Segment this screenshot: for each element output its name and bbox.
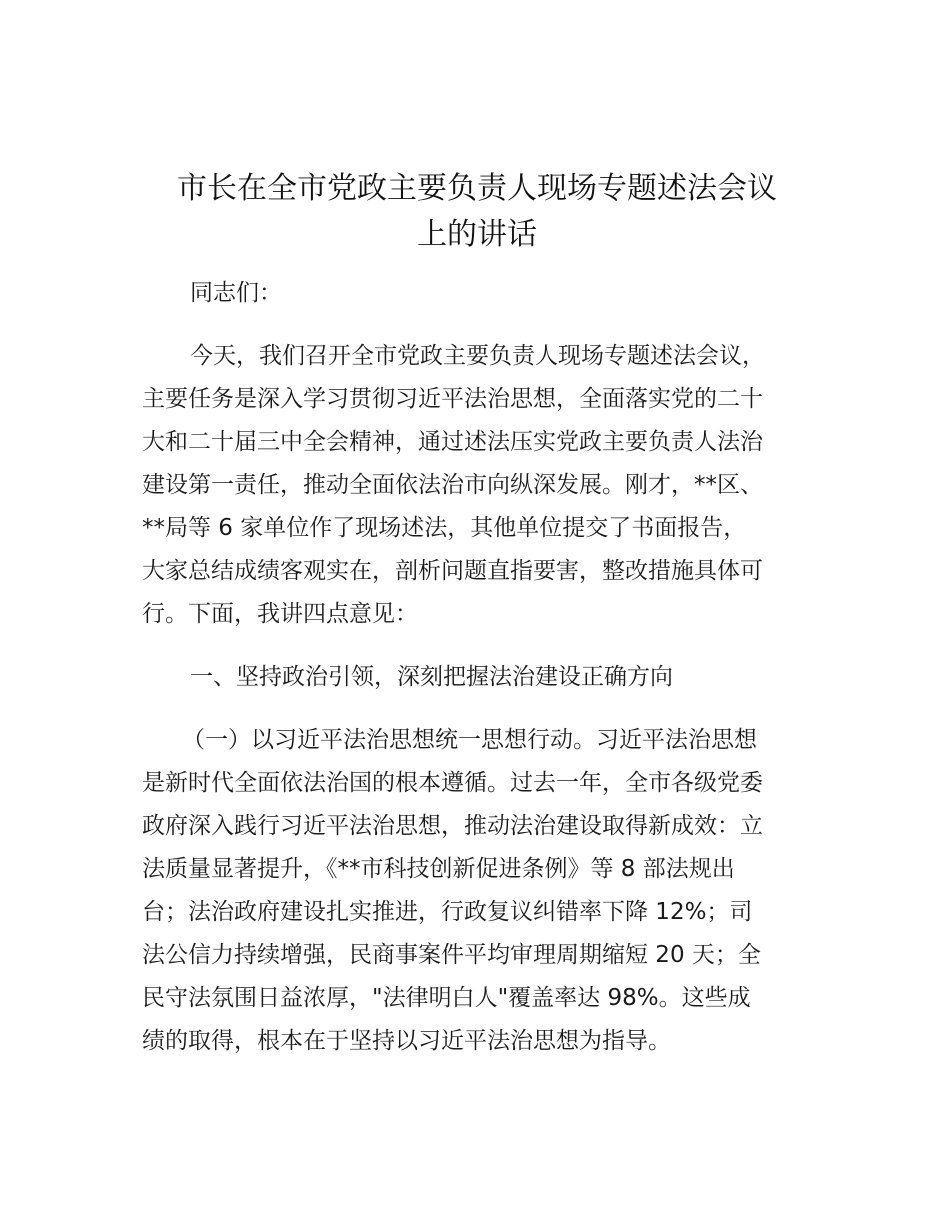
section-heading-1: 一、坚持政治引领，深刻把握法治建设正确方向 — [190, 664, 673, 690]
title-line-2: 上的讲话 — [417, 217, 537, 252]
document-title — [142, 166, 812, 258]
paragraph-line: 政府深入践行习近平法治思想，推动法治建设取得新成效：立 — [142, 813, 763, 839]
paragraph-opening — [142, 335, 812, 636]
paragraph-line: 建设第一责任，推动全面依法治市向纵深发展。刚才，**区、 — [142, 472, 763, 498]
paragraph-line: **局等 6 家单位作了现场述法，其他单位提交了书面报告， — [142, 515, 747, 541]
paragraph-line: 行。下面，我讲四点意见： — [142, 601, 418, 627]
paragraph-line: 大家总结成绩客观实在，剖析问题直指要害，整改措施具体可 — [142, 558, 763, 584]
paragraph-line: 大和二十届三中全会精神，通过述法压实党政主要负责人法治 — [142, 429, 763, 455]
paragraph-line: 主要任务是深入学习贯彻习近平法治思想，全面落实党的二十 — [142, 386, 763, 412]
paragraph-line: 绩的取得，根本在于坚持以习近平法治思想为指导。 — [142, 1028, 671, 1054]
paragraph-line: 法质量显著提升，《**市科技创新促进条例》等 8 部法规出 — [142, 856, 735, 882]
paragraph-line: 法公信力持续增强，民商事案件平均审理周期缩短 20 天；全 — [142, 942, 761, 968]
document-page — [142, 166, 812, 1063]
paragraph-line: 今天，我们召开全市党政主要负责人现场专题述法会议， — [190, 343, 765, 369]
paragraph-line: 民守法氛围日益浓厚，"法律明白人"覆盖率达 98%。这些成 — [142, 985, 751, 1011]
paragraph-line: （一）以习近平法治思想统一思想行动。习近平法治思想 — [182, 727, 757, 753]
title-line-1: 市长在全市党政主要负责人现场专题述法会议 — [177, 171, 777, 206]
greeting: 同志们： — [190, 280, 282, 306]
paragraph-line: 是新时代全面依法治国的根本遵循。过去一年，全市各级党委 — [142, 770, 763, 796]
paragraph-section-1-1 — [142, 719, 812, 1063]
paragraph-line: 台；法治政府建设扎实推进，行政复议纠错率下降 12%；司 — [142, 899, 753, 925]
